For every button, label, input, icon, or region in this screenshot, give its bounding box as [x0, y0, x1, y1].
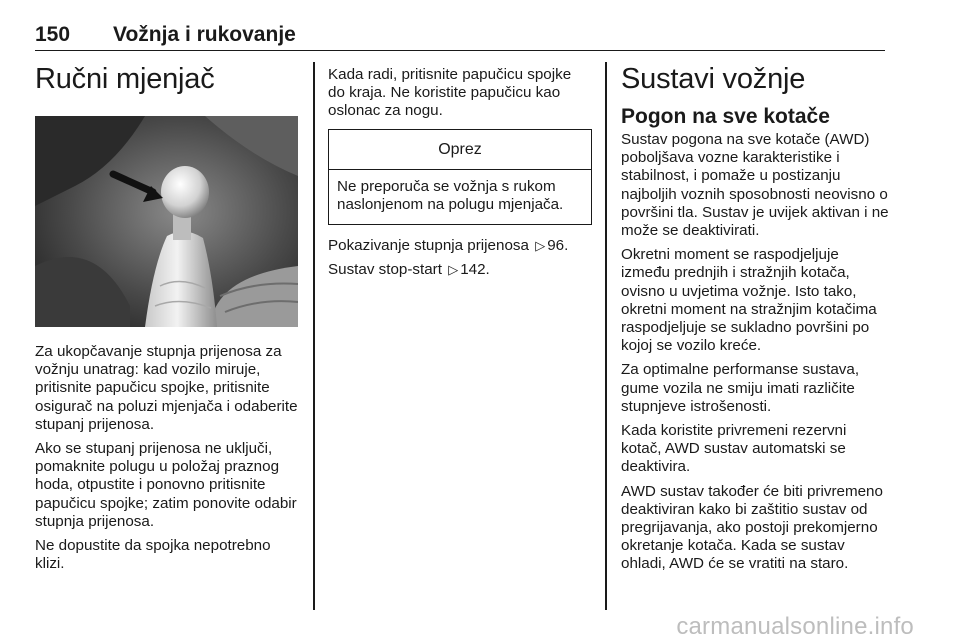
gear-lever-image — [35, 116, 298, 327]
page-number: 150 — [35, 23, 71, 46]
reference-page[interactable]: 142. — [460, 261, 490, 279]
paragraph: Sustav pogona na sve kotače (AWD) poboljšava vozne karakteristike i stabilnost, i pomaže u postizanju najboljih voznih sposobnosti neovisno o površini tla. Sustav je uvijek aktivan i ne može se deaktivirati. — [621, 131, 889, 240]
paragraph: AWD sustav također će biti privremeno deaktiviran kako bi zaštitio sustav od pregrijavanja, ako postoji prekomjerno okretanje kotača. Kada se sustav ohladi, AWD će se vratiti na staro. — [621, 482, 883, 573]
paragraph: Ne dopustite da spojka nepotrebno klizi. — [35, 537, 271, 573]
page-reference-icon: ▷ — [535, 238, 546, 254]
paragraph: Za ukopčavanje stupnja prijenosa za vožnju unatrag: kad vozilo miruje, pritisnite papučicu spojke, pritisnite osigurač na poluzi mjenjača i odaberite stupanj prijenosa. — [35, 343, 298, 433]
column-manual-gearbox — [35, 62, 303, 579]
column-clutch — [328, 66, 592, 285]
paragraph: Kada radi, pritisnite papučicu spojke do kraja. Ne koristite papučicu kao oslonac za nogu. — [328, 66, 572, 120]
reference-page[interactable]: 96. — [547, 237, 569, 255]
caution-box — [328, 129, 592, 225]
reference-text: Sustav stop-start — [328, 261, 442, 279]
paragraph: Okretni moment se raspodjeljuje između prednjih i stražnjih kotača, ovisno u uvjetima vožnje. Isto tako, okretni moment na stražnjim kotačima raspodjeljuje se sukladno površini po kojoj se vozilo kreće. — [621, 246, 877, 355]
section-title: Sustavi vožnje — [621, 63, 806, 95]
gear-lever-illustration — [35, 116, 298, 327]
page-header — [35, 22, 885, 51]
column-drive-systems — [621, 62, 889, 580]
subsection-title: Pogon na sve kotače — [621, 105, 830, 128]
cross-reference — [328, 261, 592, 279]
paragraph: Ako se stupanj prijenosa ne uključi, pomaknite polugu u položaj praznog hoda, otpustite i ponovno pritisnite papučicu spojke; zatim ponovite odabir stupnja prijenosa. — [35, 440, 297, 530]
column-divider — [605, 62, 607, 610]
caution-title: Oprez — [329, 130, 591, 170]
caution-text: Ne preporuča se vožnja s rukom naslonjenom na polugu mjenjača. — [337, 177, 564, 213]
cross-reference — [328, 237, 592, 255]
section-title: Ručni mjenjač — [35, 63, 215, 95]
paragraph: Kada koristite privremeni rezervni kotač, AWD sustav automatski se deaktivira. — [621, 422, 847, 476]
chapter-title: Vožnja i rukovanje — [113, 23, 296, 46]
paragraph: Za optimalne performanse sustava, gume vozila ne smiju imati različite stupnjeve istrošenosti. — [621, 361, 860, 415]
column-divider — [313, 62, 315, 610]
reference-text: Pokazivanje stupnja prijenosa — [328, 237, 529, 255]
page-reference-icon: ▷ — [448, 262, 459, 278]
watermark: carmanualsonline.info — [676, 613, 914, 640]
